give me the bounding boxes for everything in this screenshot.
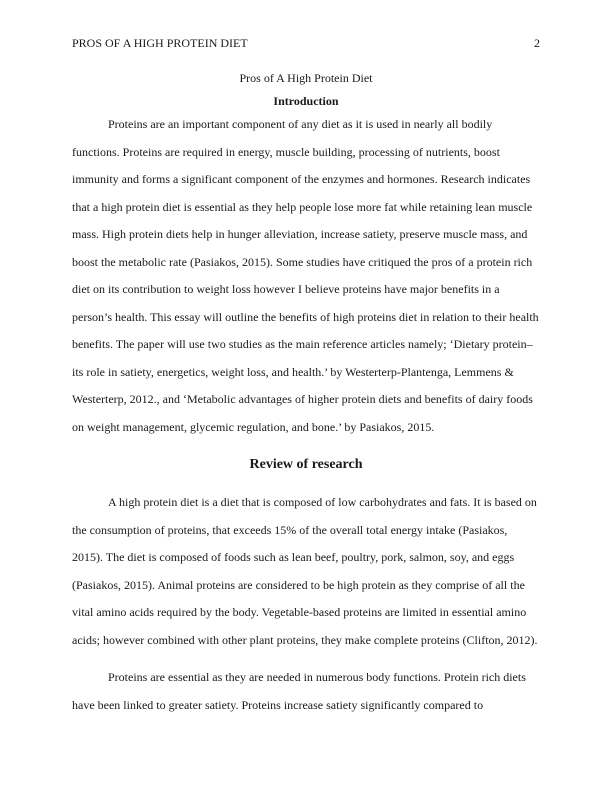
text-line: on weight management, glycemic regulation, and bone.’ by Pasiakos, 2015.	[72, 419, 435, 434]
text-line: have been linked to greater satiety. Proteins increase satiety significantly compared to	[72, 697, 484, 712]
text-line: 2015). The diet is composed of foods such as lean beef, poultry, pork, salmon, soy, and eggs	[72, 550, 515, 564]
text-line: functions. Proteins are required in energy, muscle building, processing of nutrients, boost	[72, 144, 500, 159]
text-line: the consumption of proteins, that exceeds 15% of the overall total energy intake (Pasiakos,	[72, 522, 508, 537]
text-line: its role in satiety, energetics, weight loss, and health.’ by Westerterp-Plantenga, Lemmens &	[72, 364, 514, 379]
text-line: Proteins are an important component of any diet as it is used in nearly all bodily	[108, 117, 493, 131]
review-paragraph-2	[72, 664, 552, 719]
document-title: Pros of A High Protein Diet	[239, 71, 373, 85]
text-line: A high protein diet is a diet that is composed of low carbohydrates and fats. It is based on	[108, 495, 537, 509]
text-line: diet on its contribution to weight loss however I believe proteins have major benefits in a	[72, 282, 500, 296]
text-line: (Pasiakos, 2015). Animal proteins are considered to be high protein as they comprise of all the	[72, 577, 525, 592]
text-line: immunity and forms a significant component of the enzymes and hormones. Research indicates	[72, 172, 531, 186]
text-line: acids; however combined with other plant proteins, they make complete proteins (Clifton, 2012).	[72, 632, 538, 647]
text-line: person’s health. This essay will outline the benefits of high proteins diet in relation to their health	[72, 309, 539, 324]
review-paragraph-1	[72, 489, 552, 654]
text-line: Westerterp, 2012., and ‘Metabolic advantages of higher protein diets and benefits of dairy foods	[72, 392, 533, 406]
text-line: that a high protein diet is essential as they help people lose more fat while retaining lean muscle	[72, 199, 533, 214]
running-head: PROS OF A HIGH PROTEIN DIET	[72, 36, 248, 50]
text-line: mass. High protein diets help in hunger alleviation, increase satiety, preserve muscle mass, and	[72, 227, 528, 241]
text-line: boost the metabolic rate (Pasiakos, 2015). Some studies have critiqued the pros of a protein rich	[72, 254, 533, 269]
page-number: 2	[534, 36, 540, 50]
text-line: vital amino acids required by the body. Vegetable-based proteins are limited in essential amino	[72, 605, 527, 619]
review-heading: Review of research	[249, 457, 363, 472]
introduction-paragraph	[72, 111, 552, 441]
text-line: Proteins are essential as they are needed in numerous body functions. Protein rich diets	[108, 670, 526, 684]
text-line: benefits. The paper will use two studies as the main reference articles namely; ‘Dietary protein–	[72, 337, 533, 351]
introduction-heading: Introduction	[273, 94, 339, 108]
